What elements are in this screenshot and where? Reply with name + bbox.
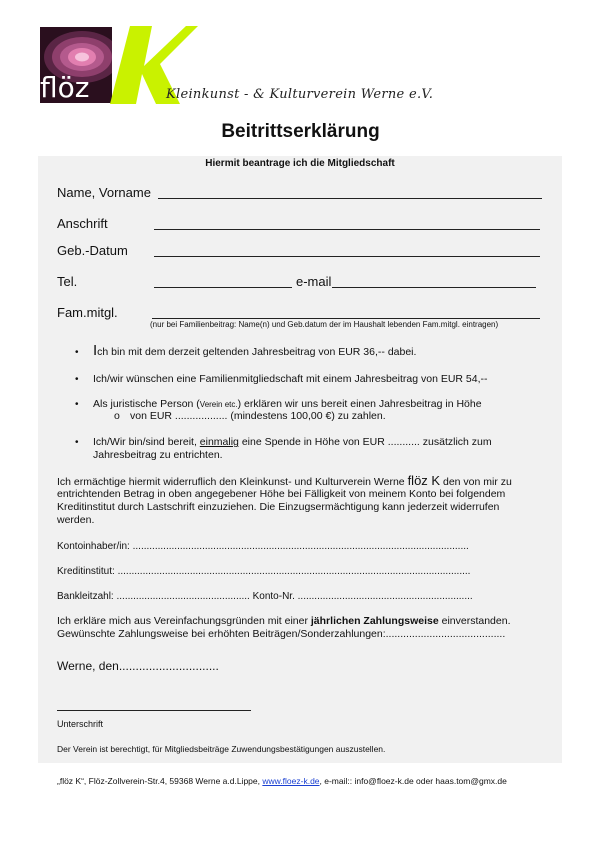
option-family-fee[interactable]: Ich/wir wünschen eine Familienmitgliedschaft mit einem Jahresbeitrag von EUR 54,-- — [93, 373, 488, 385]
option-3-sub-marker: o — [114, 410, 120, 422]
name-label: Name, Vorname — [57, 185, 151, 200]
footer-text-a: „flöz K“, Flöz-Zollverein-Str.4, 59368 Werne a.d.Lippe, — [57, 776, 263, 786]
family-hint: (nur bei Familienbeitrag: Name(n) und Geb.datum der im Haushalt lebenden Fam.mitgl. eintragen) — [150, 320, 499, 329]
option-1-initial: I — [93, 342, 98, 359]
birthdate-field[interactable] — [154, 256, 540, 257]
signature-line[interactable] — [57, 710, 251, 711]
payment-text-a: Ich erkläre mich aus Vereinfachungsgründen mit einer — [57, 615, 311, 627]
address-label: Anschrift — [57, 216, 108, 231]
bullet-1: • — [75, 347, 79, 358]
bank-code-account-field[interactable]: Bankleitzahl: ................................................ Konto-Nr. ............................................................... — [57, 591, 473, 602]
donation-note: Der Verein ist berechtigt, für Mitgliedsbeiträge Zuwendungsbestätigungen auszustellen. — [57, 744, 386, 754]
option-4-text-c: Jahresbeitrag zu entrichten. — [93, 449, 223, 461]
name-field[interactable] — [158, 198, 542, 199]
mandate-brand: flöz K — [407, 473, 441, 488]
footer-address — [57, 776, 507, 786]
option-4-underlined: einmalig — [199, 436, 239, 448]
address-field[interactable] — [154, 229, 540, 230]
tel-label: Tel. — [57, 274, 78, 289]
logo-tagline: Kleinkunst - & Kulturverein Werne e.V. — [166, 87, 434, 102]
mandate-text-b: den von mir zu — [440, 476, 512, 488]
mandate-line-1 — [57, 474, 512, 489]
bank-institute-field[interactable]: Kreditinstitut: ............................................................................................................................... — [57, 566, 471, 577]
form-subtitle: Hiermit beantrage ich die Mitgliedschaft — [205, 158, 395, 169]
family-field[interactable] — [152, 318, 540, 319]
tel-field[interactable] — [154, 287, 292, 288]
email-field[interactable] — [332, 287, 536, 288]
logo-wordmark: flöz — [40, 71, 90, 104]
option-3-amount-line: von EUR .................. (mindestens 100,00 €) zu zahlen. — [130, 410, 386, 422]
mandate-text-a: Ich ermächtige hiermit widerruflich den Kleinkunst- und Kulturverein Werne — [57, 476, 408, 488]
bullet-4: • — [75, 437, 79, 448]
place-date-field[interactable]: Werne, den.............................. — [57, 659, 219, 673]
footer-text-b: , e-mail:: info@floez-k.de oder haas.tom@gmx.de — [319, 776, 507, 786]
option-4-text-b: eine Spende in Höhe von EUR ........... zusätzlich zum — [238, 436, 492, 448]
footer-website-link[interactable]: www.floez-k.de — [262, 776, 320, 786]
family-label: Fam.mitgl. — [57, 305, 118, 320]
account-holder-field[interactable]: Kontoinhaber/in: ......................................................................................................................... — [57, 541, 469, 552]
option-3-text-a: Als juristische Person ( — [93, 398, 200, 410]
payment-text-b: einverstanden. — [438, 615, 511, 627]
option-4-text-a: Ich/Wir bin/sind bereit, — [93, 436, 200, 448]
payment-line-2[interactable]: Gewünschte Zahlungsweise bei erhöhten Beiträgen/Sonderzahlungen:......................................... — [57, 628, 506, 640]
mandate-line-4: werden. — [57, 514, 95, 526]
option-1-text: ch bin mit dem derzeit geltenden Jahresbeitrag von EUR 36,-- dabei. — [97, 346, 417, 358]
signature-label: Unterschrift — [57, 719, 104, 729]
option-donation[interactable] — [93, 436, 492, 449]
option-3-small: Verein etc. — [199, 400, 238, 409]
option-standard-fee[interactable] — [93, 344, 416, 359]
bullet-2: • — [75, 374, 79, 385]
bullet-3: • — [75, 399, 79, 410]
page-title: Beitrittserklärung — [221, 121, 380, 142]
email-label: e-mail — [296, 274, 332, 289]
mandate-line-2: entrichtenden Betrag in oben angegebener Höhe bei Fälligkeit von meinem Konto bei folgendem — [57, 488, 506, 500]
payment-bold: jährlichen Zahlungsweise — [310, 615, 439, 627]
option-3-text-b: ) erklären wir uns bereit einen Jahresbeitrag in Höhe — [237, 398, 482, 410]
payment-line-1 — [57, 615, 511, 628]
mandate-line-3: Kreditinstitut durch Lastschrift einzuziehen. Die Einzugsermächtigung kann jederzeit widerrufen — [57, 501, 500, 513]
birthdate-label: Geb.-Datum — [57, 243, 128, 258]
